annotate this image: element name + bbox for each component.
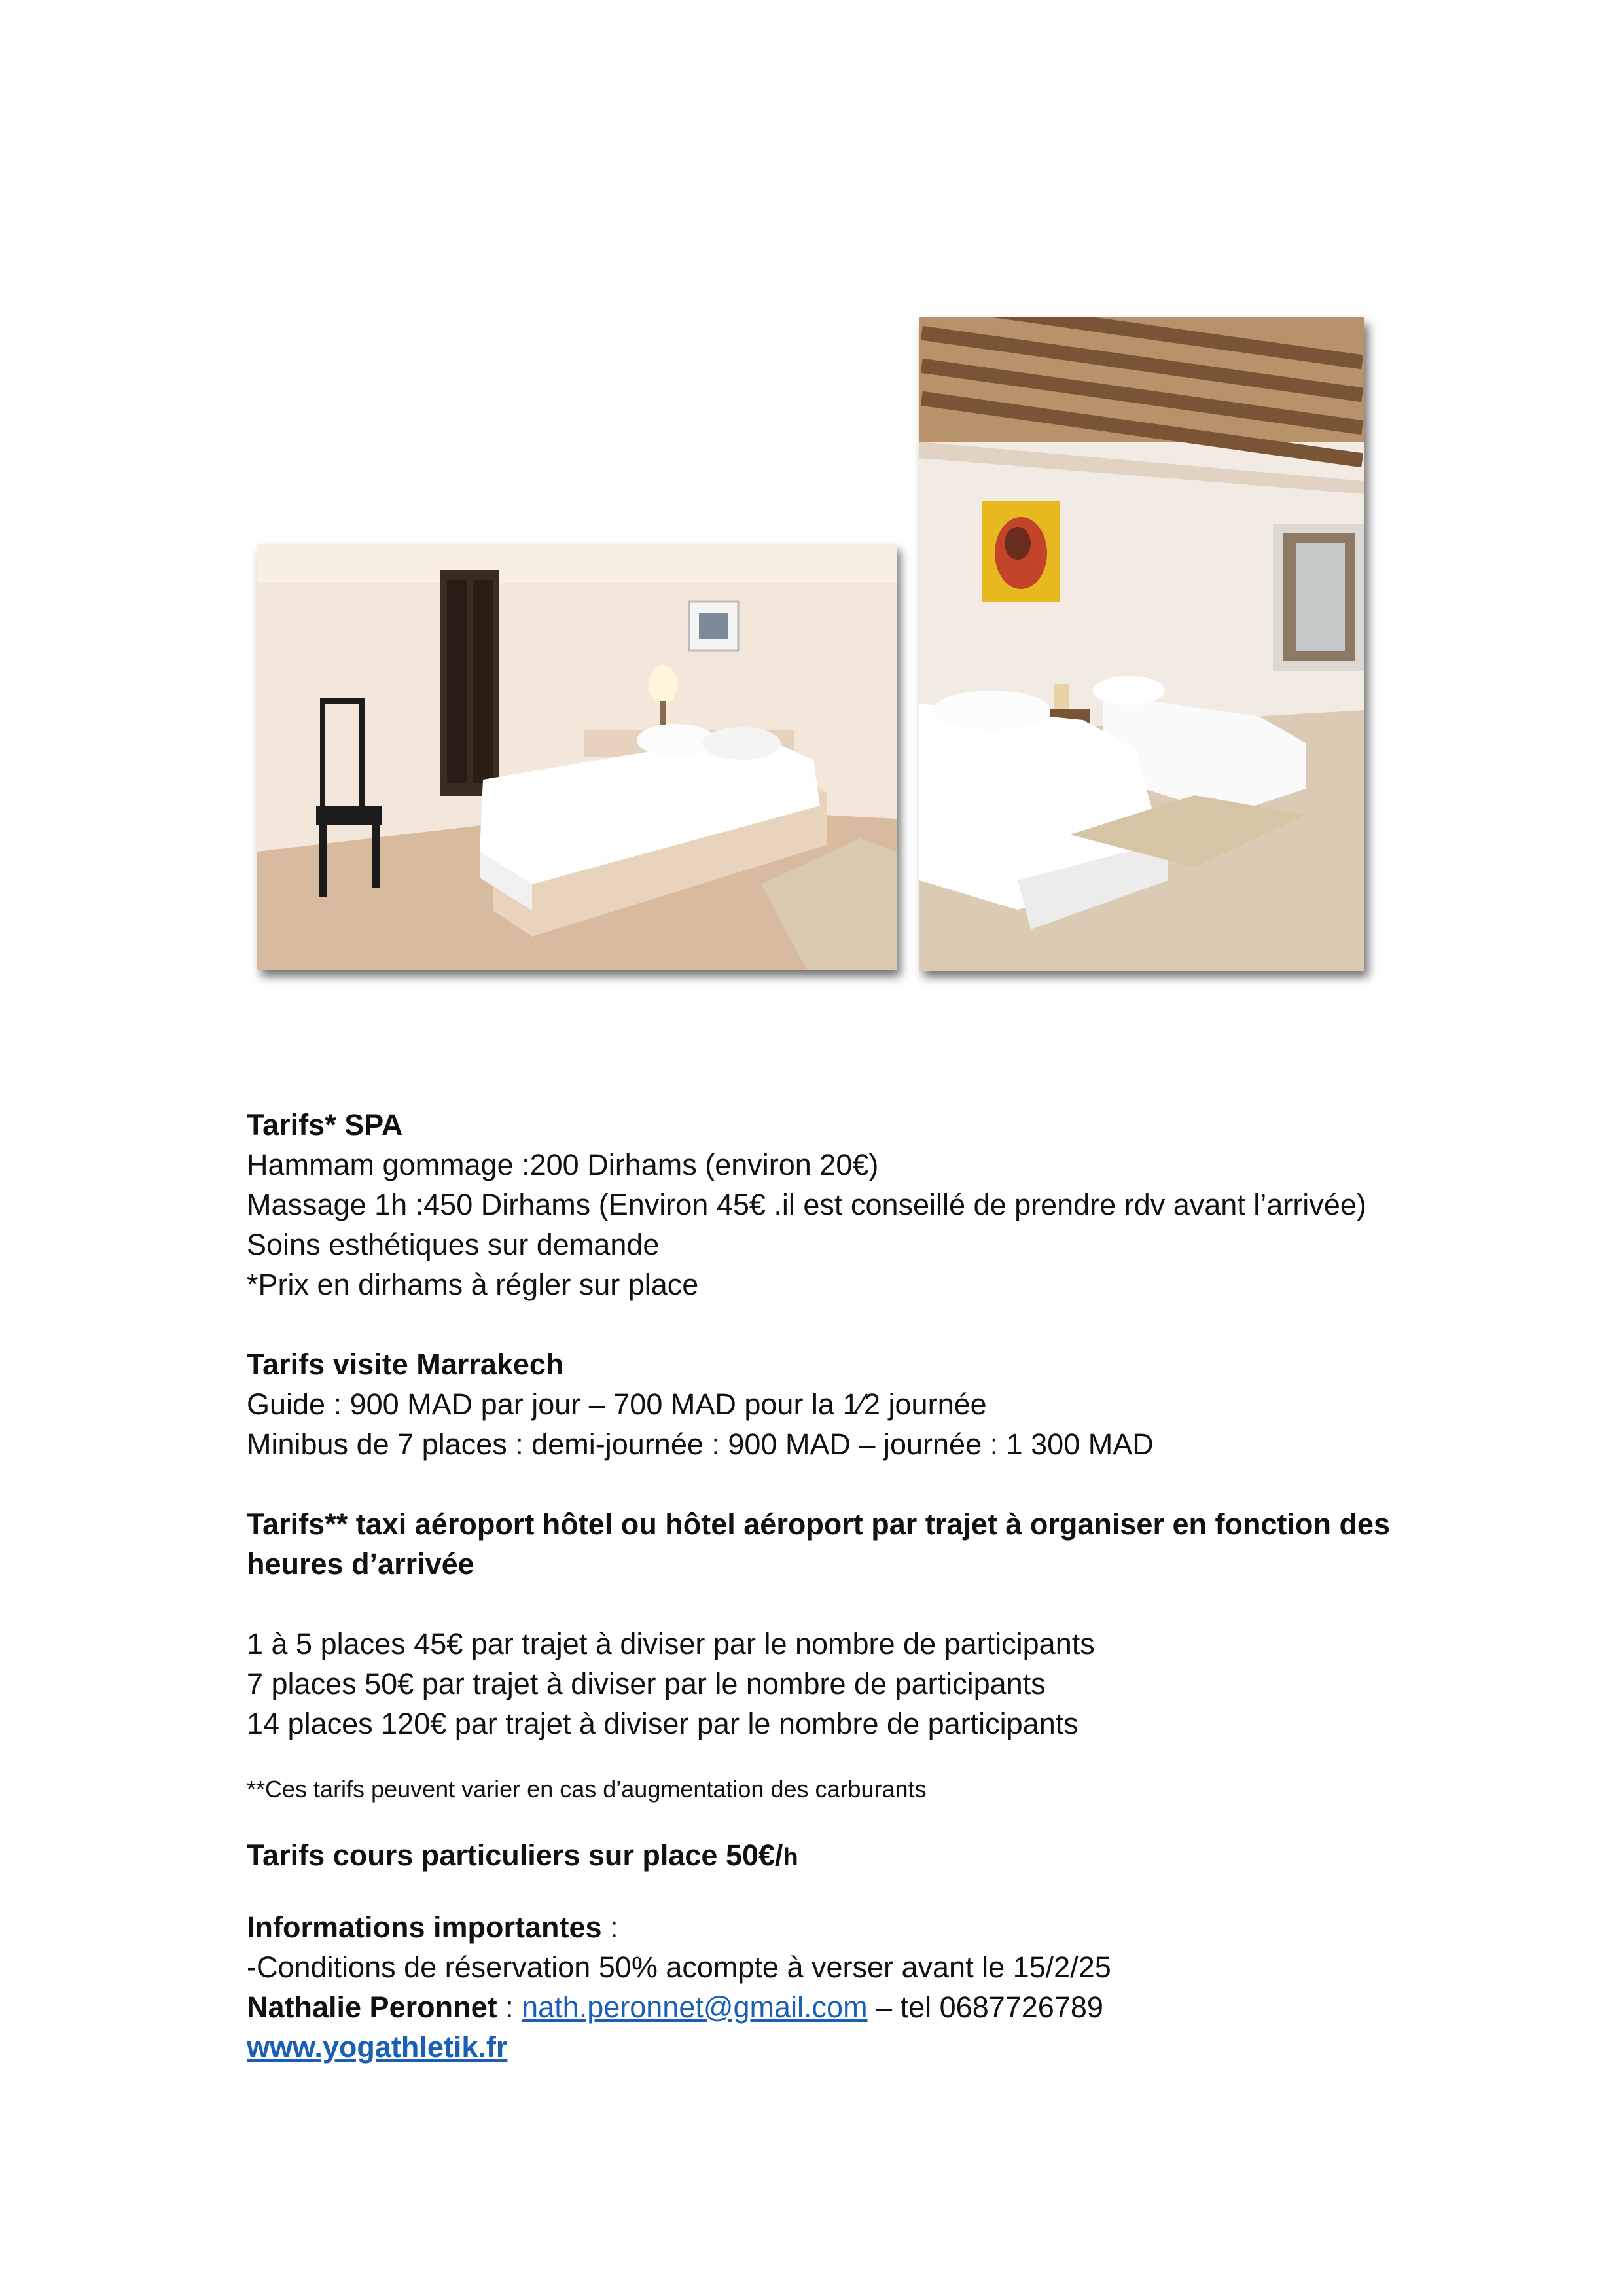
contact-separator: : xyxy=(497,1990,522,2024)
bedroom-photo-right xyxy=(919,317,1364,971)
taxi-heading-line-1: Tarifs** taxi aéroport hôtel ou hôtel aéroport par trajet à organiser en fonction des xyxy=(247,1507,1390,1541)
contact-phone: – tel 0687726789 xyxy=(867,1990,1103,2024)
website-link[interactable]: www.yogathletik.fr xyxy=(247,2030,508,2064)
visit-line-minibus: Minibus de 7 places : demi-journée : 900 MAD – journée : 1 300 MAD xyxy=(247,1427,1154,1461)
visit-line-guide: Guide : 900 MAD par jour – 700 MAD pour la 1⁄2 journée xyxy=(247,1388,987,1421)
private-lessons-heading xyxy=(247,1835,1399,1878)
private-lessons-label: Tarifs cours particuliers sur place 50€/ xyxy=(247,1839,783,1872)
taxi-line-7-places: 7 places 50€ par trajet à diviser par le nombre de participants xyxy=(247,1667,1046,1700)
bedroom-twin-beds-image xyxy=(919,317,1364,971)
taxi-note: **Ces tarifs peuvent varier en cas d’augmentation des carburants xyxy=(247,1776,927,1803)
spa-line-hammam: Hammam gommage :200 Dirhams (environ 20€) xyxy=(247,1148,879,1181)
private-lessons-unit: h xyxy=(783,1844,798,1871)
bedroom-photo-left xyxy=(257,544,897,970)
taxi-line-14-places: 14 places 120€ par trajet à diviser par le nombre de participants xyxy=(247,1707,1079,1740)
spa-line-massage: Massage 1h :450 Dirhams (Environ 45€ .il est conseillé de prendre rdv avant l’arrivée) xyxy=(247,1188,1366,1221)
taxi-heading-line-2: heures d’arrivée xyxy=(247,1547,474,1581)
info-contact-line xyxy=(247,1987,1399,2027)
info-conditions: -Conditions de réservation 50% acompte à verser avant le 15/2/25 xyxy=(247,1950,1111,1984)
contact-name: Nathalie Peronnet xyxy=(247,1990,497,2024)
visit-heading: Tarifs visite Marrakech xyxy=(247,1348,564,1381)
info-heading-line xyxy=(247,1907,1399,1947)
spa-line-note: *Prix en dirhams à régler sur place xyxy=(247,1268,699,1301)
spa-line-soins: Soins esthétiques sur demande xyxy=(247,1228,660,1261)
info-heading: Informations importantes xyxy=(247,1910,602,1944)
website-line xyxy=(247,2027,1399,2067)
spa-heading: Tarifs* SPA xyxy=(247,1108,403,1141)
info-heading-suffix: : xyxy=(601,1910,618,1944)
email-link[interactable]: nath.peronnet@gmail.com xyxy=(522,1990,868,2024)
bedroom-double-bed-image xyxy=(257,544,897,970)
taxi-line-5-places: 1 à 5 places 45€ par trajet à diviser par le nombre de participants xyxy=(247,1627,1095,1660)
pricing-document xyxy=(247,1105,1399,2067)
